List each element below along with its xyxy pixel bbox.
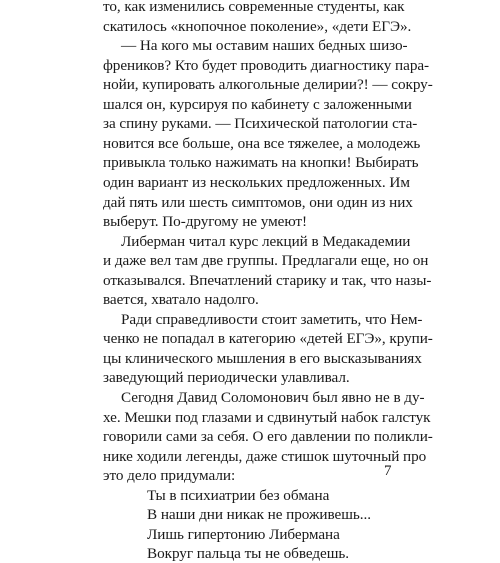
text-line: нойи, купировать алкогольные делирии?! — сокру- (103, 76, 433, 94)
text-line: шался он, курсируя по кабинету с заложенными (103, 95, 412, 113)
text-line: вается, хватало надолго. (103, 291, 259, 309)
text-line: фреников? Кто будет проводить диагностику пара- (103, 56, 430, 74)
text-line: нике ходили легенды, даже стишок шуточный про (103, 447, 427, 465)
text-line: Ради справедливости стоит заметить, что Нем- (121, 310, 423, 328)
poem-line: Лишь гипертонию Либермана (147, 525, 340, 543)
poem-line: В наши дни никак не проживешь... (147, 506, 371, 524)
text-line: привыкла только нажимать на кнопки! Выбирать (103, 154, 419, 172)
page-number: 7 (384, 463, 392, 479)
text-line: новится все больше, она все тяжелее, а молодежь (103, 134, 421, 152)
text-line: говорили сами за себя. О его давлении по поликли- (103, 428, 433, 446)
poem-line: Ты в психиатрии без обмана (147, 486, 330, 504)
text-line: скатилось «кнопочное поколение», «дети ЕГЭ». (103, 17, 412, 35)
text-line: отказывался. Впечатлений старику и так, что назы- (103, 271, 432, 289)
text-line: один вариант из нескольких предложенных. Им (103, 173, 410, 191)
text-line: то, как изменились современные студенты, как (103, 0, 405, 15)
text-line: дай пять или шесть симптомов, они один из них (103, 193, 413, 211)
text-line: и даже вел там две группы. Предлагали еще, но он (103, 252, 429, 270)
text-line: — На кого мы оставим наших бедных шизо- (121, 37, 408, 55)
poem-line: Вокруг пальца ты не обведешь. (147, 545, 349, 563)
text-line: ченко не попадал в категорию «детей ЕГЭ», крупи- (103, 330, 433, 348)
text-line: заведующий периодически улавливал. (103, 369, 350, 387)
text-line: цы клинического мышления в его высказываниях (103, 349, 422, 367)
text-line: это дело придумали: (103, 467, 236, 485)
text-line: за спину руками. — Психической патологии ста- (103, 115, 418, 133)
text-line: хе. Мешки под глазами и сдвинутый набок галстук (103, 408, 431, 426)
text-line: Сегодня Давид Соломонович был явно не в ду- (121, 389, 425, 406)
text-line: Либерман читал курс лекций в Медакадемии (121, 232, 411, 250)
text-line: выберут. По-другому не умеют! (103, 213, 308, 231)
